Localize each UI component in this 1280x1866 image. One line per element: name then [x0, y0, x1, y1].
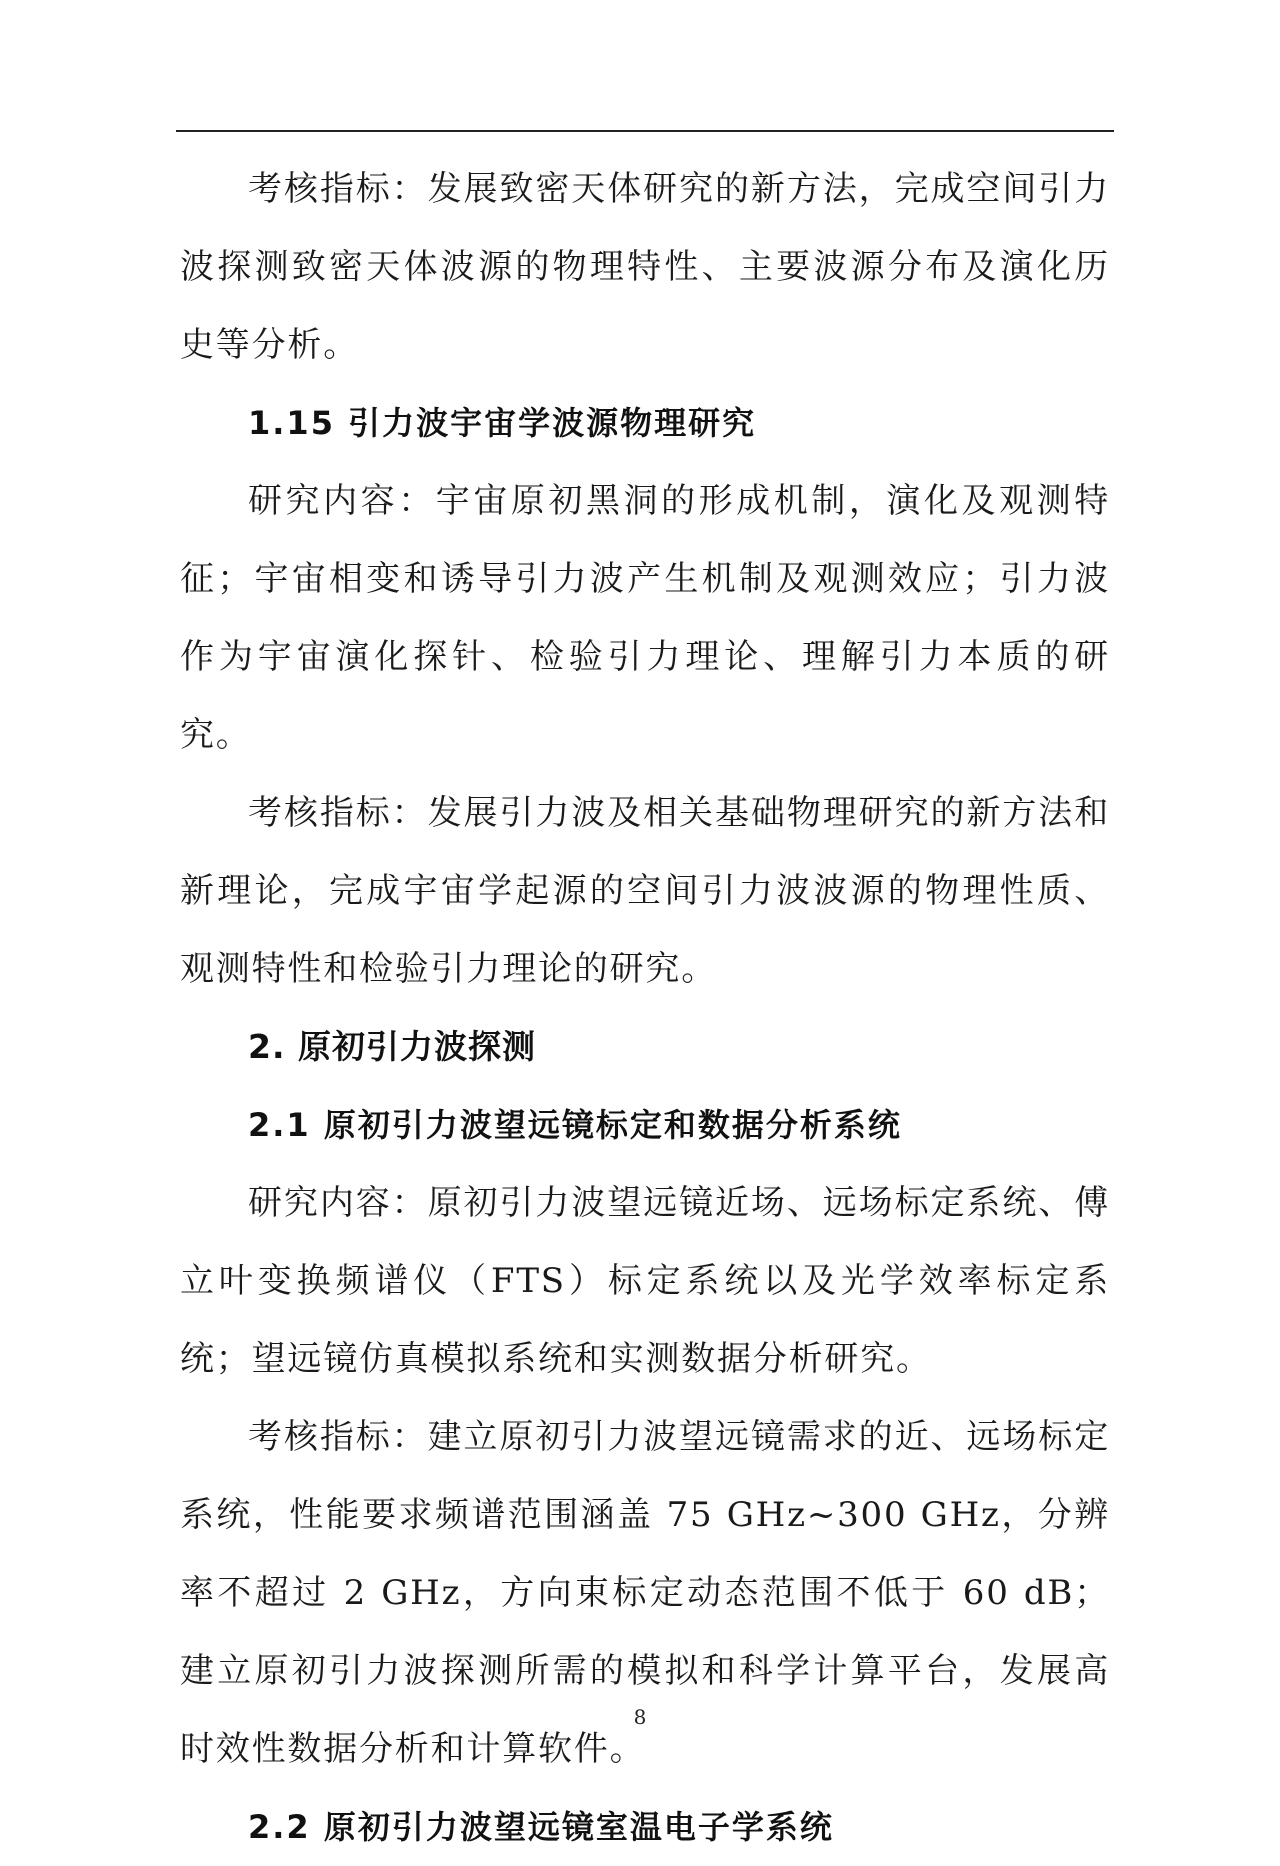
header-rule — [176, 130, 1114, 132]
assessment-paragraph-1-14: 考核指标：发展致密天体研究的新方法，完成空间引力波探测致密天体波源的物理特性、主要波源分布及演化历史等分析。 — [180, 169, 1110, 365]
assessment-paragraph-1-15: 考核指标：发展引力波及相关基础物理研究的新方法和新理论，完成宇宙学起源的空间引力波波源的物理性质、观测特性和检验引力理论的研究。 — [180, 793, 1110, 989]
heading-2: 2. 原初引力波探测 — [248, 1027, 536, 1066]
heading-2-1: 2.1 原初引力波望远镜标定和数据分析系统 — [248, 1106, 902, 1144]
assessment-paragraph-2-1: 考核指标：建立原初引力波望远镜需求的近、远场标定系统，性能要求频谱范围涵盖 75 GHz~300 GHz，分辨率不超过 2 GHz，方向束标定动态范围不低于 60 dB；建立原初引力波探测所需的模拟和科学计算平台，发展高时效性数据分析和计算软件。 — [180, 1417, 1110, 1769]
page-number: 8 — [633, 1705, 647, 1729]
page-content — [180, 150, 1110, 1866]
research-content-paragraph-1-15: 研究内容：宇宙原初黑洞的形成机制，演化及观测特征；宇宙相变和诱导引力波产生机制及观测效应；引力波作为宇宙演化探针、检验引力理论、理解引力本质的研究。 — [180, 481, 1110, 755]
heading-1-15: 1.15 引力波宇宙学波源物理研究 — [248, 404, 757, 442]
research-content-paragraph-2-1: 研究内容：原初引力波望远镜近场、远场标定系统、傅立叶变换频谱仪（FTS）标定系统以及光学效率标定系统；望远镜仿真模拟系统和实测数据分析研究。 — [180, 1183, 1110, 1379]
heading-2-2: 2.2 原初引力波望远镜室温电子学系统 — [248, 1808, 834, 1846]
